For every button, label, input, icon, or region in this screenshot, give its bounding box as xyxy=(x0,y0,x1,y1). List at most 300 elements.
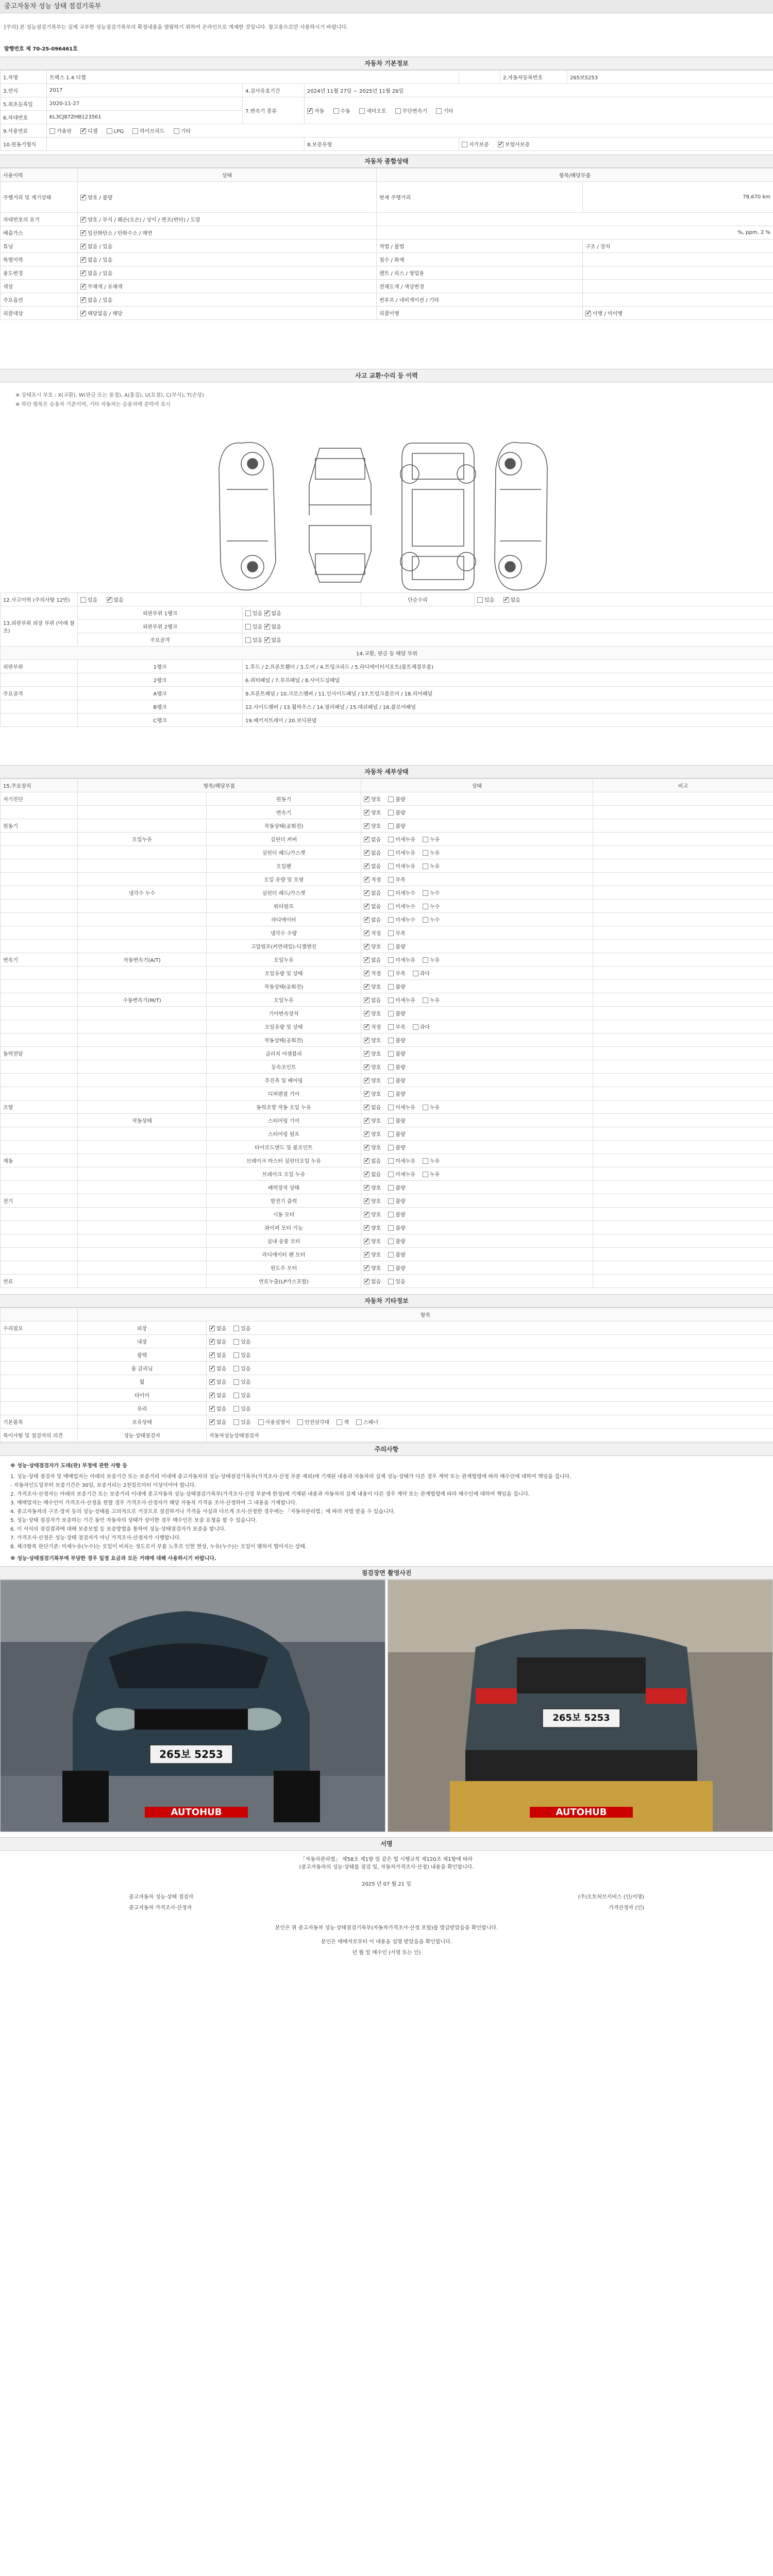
detail-state-options: ✓ 없음 미세누유 누유 xyxy=(361,846,593,859)
checkbox xyxy=(364,863,369,869)
caution-list xyxy=(10,1472,763,1550)
detail-note xyxy=(593,1261,773,1275)
detail-item-label: 실린더 헤드/가스켓 xyxy=(207,886,361,900)
detail-group-label: 자기진단 xyxy=(1,792,78,806)
caution-item: 4. 중고자동차의 구조·장치 등의 성능·상태를 고의적으로 거짓으로 점검하거나 가격을 사실과 다르게 조사·산정한 경우에는 「자동차관리법」에 따라 처벌 받을 수 있습니다. xyxy=(10,1509,395,1515)
detail-subgroup-label xyxy=(78,806,207,819)
detail-state-options: ✓ 양호 불량 xyxy=(361,1141,593,1154)
detail-group-label xyxy=(1,1074,78,1087)
table-row xyxy=(1,873,773,886)
detail-state-options: ✓ 없음 미세누수 누수 xyxy=(361,886,593,900)
detail-state-options: ✓ 양호 불량 xyxy=(361,1248,593,1261)
caution-item: 3. 매매업자는 매수인이 가격조사·산정을 원할 경우 가격조사·산정자가 해당 자동차 가격을 조사·산정하여 그 내용을 기재합니다. xyxy=(10,1500,297,1506)
validity-value: 2024년 11월 27일 ~ 2025년 11월 26일 xyxy=(305,84,773,97)
detail-group-label xyxy=(1,900,78,913)
other-item-label: 내장 xyxy=(78,1335,207,1348)
detail-group-label xyxy=(1,806,78,819)
detail-note xyxy=(593,819,773,833)
table-row xyxy=(1,1087,773,1100)
checkbox xyxy=(388,1011,394,1016)
detail-subgroup-label xyxy=(78,1261,207,1275)
trans-options: ✓ 자동 수동 세미오토 무단변속기 기타 xyxy=(305,97,773,124)
front-watermark: AUTOHUB xyxy=(145,1807,248,1818)
section-general-header: 자동차 종합상태 xyxy=(0,155,773,168)
document-number: 발행번호 제 70-25-096461호 xyxy=(4,46,78,52)
detail-state-options: ✓ 양호 불량 xyxy=(361,1074,593,1087)
detail-group-label xyxy=(1,859,78,873)
other-item-label: 유리 xyxy=(78,1402,207,1415)
detail-item-label: 실내 송풍 모터 xyxy=(207,1234,361,1248)
checkbox xyxy=(388,1038,394,1043)
detail-note xyxy=(593,1114,773,1127)
checkbox xyxy=(132,128,138,134)
checkbox xyxy=(209,1379,215,1385)
checkbox xyxy=(233,1339,239,1345)
detail-note xyxy=(593,900,773,913)
checkbox xyxy=(364,1038,369,1043)
detail-item-label: 연료누출(LP가스포함) xyxy=(207,1275,361,1288)
detail-state-options: ✓ 양호 불량 xyxy=(361,1007,593,1020)
checkbox xyxy=(423,890,428,896)
detail-item-label: 원동기 xyxy=(207,792,361,806)
detail-item-label: 추진축 및 베어링 xyxy=(207,1074,361,1087)
table-row xyxy=(1,980,773,993)
checkbox xyxy=(388,823,394,829)
detail-subgroup-label: 수동변속기(M/T) xyxy=(78,993,207,1007)
detail-state-options: ✓ 양호 불량 xyxy=(361,1234,593,1248)
checkbox xyxy=(436,108,442,114)
checkbox xyxy=(423,997,428,1003)
car-front-icon xyxy=(309,448,371,515)
checkbox xyxy=(359,108,365,114)
detail-state-options: ✓ 양호 불량 xyxy=(361,1194,593,1208)
checkbox xyxy=(245,624,251,630)
checkbox xyxy=(364,957,369,963)
detail-note xyxy=(593,1154,773,1167)
table-row xyxy=(1,1074,773,1087)
checkbox xyxy=(209,1393,215,1398)
checkbox xyxy=(388,1131,394,1137)
checkbox xyxy=(413,971,418,976)
car-frame-icon xyxy=(400,443,476,590)
checkbox xyxy=(49,128,55,134)
detail-group-label xyxy=(1,1208,78,1221)
detail-note xyxy=(593,967,773,980)
checkbox xyxy=(364,1078,369,1083)
vin-label: 6.차대번호 xyxy=(1,111,47,124)
checkbox xyxy=(209,1339,215,1345)
detail-subgroup-label xyxy=(78,873,207,886)
detail-item-label: 스티어링 펌프 xyxy=(207,1127,361,1141)
detail-group-label: 원동기 xyxy=(1,819,78,833)
checkbox xyxy=(388,1064,394,1070)
checkbox xyxy=(395,108,401,114)
detail-item-label: 냉각수 수량 xyxy=(207,926,361,940)
detail-item-label: 윈도우 모터 xyxy=(207,1261,361,1275)
table-row xyxy=(1,1181,773,1194)
other-group-label xyxy=(1,1402,78,1415)
checkbox xyxy=(423,917,428,923)
opinion-inspector-value: 자동차성능상태점검자 xyxy=(207,1429,773,1442)
checkbox xyxy=(462,142,467,147)
detail-note xyxy=(593,1047,773,1060)
detail-note xyxy=(593,833,773,846)
accident-legend-1: ※ 상태표시 부호 : X(교환), W(판금 또는 용접), A(흠집), U(요철), C(부식), T(손상) xyxy=(15,393,204,398)
other-state-options: ✓ 없음 있음 사용설명서 안전삼각대 잭 스패너 xyxy=(207,1415,773,1429)
detail-item-label: 작동상태(공회전) xyxy=(207,819,361,833)
table-row xyxy=(1,846,773,859)
checkbox xyxy=(423,863,428,869)
checkbox xyxy=(388,1252,394,1258)
detail-subgroup-label xyxy=(78,1127,207,1141)
other-header: 항목 xyxy=(78,1308,773,1321)
detail-state-options: ✓ 없음 미세누유 누유 xyxy=(361,993,593,1007)
caution-item: 2. 가격조사·산정자는 아래의 보증기간 또는 보증거리 이내에 중고자동차 성능·상태점검기록부(가격조사·산정 부분에 한정)에 기재된 내용과 자동차의 실제 내용이 다른 경우 계약 또는 관계법령에 따라 매수인에 대하여 책임을 집니다. xyxy=(10,1492,530,1497)
checkbox xyxy=(245,637,251,643)
checkbox xyxy=(364,1198,369,1204)
checkbox xyxy=(364,1011,369,1016)
detail-group-label xyxy=(1,833,78,846)
other-item-label: 보유상태 xyxy=(78,1415,207,1429)
checkbox xyxy=(388,917,394,923)
basic-info-table: 1.차명 트랙스 1.4 디젤 ㅤ 2.자동차등록번호 265보5253 3.연식 2017 4.검사유효기간 2024년 11월 27일 ~ 2025년 11월 26일 5.최초등록일 2020-11-27 7.변속기 종류 ✓ 자동 수동 세미오토 무단변속기 기타 6.차대번호 KL3CJ87ZHB123561 9.사용연료 가솔린 ✓ 디젤 LPG 하이브리드 기타 10.원동기형식 8.보증유형 자가보증 ✓ 보험사보증 xyxy=(0,70,773,151)
table-row xyxy=(1,1362,773,1375)
detail-state-options: ✓ 양호 불량 xyxy=(361,1114,593,1127)
checkbox xyxy=(388,796,394,802)
detail-group-label xyxy=(1,1033,78,1047)
detail-note xyxy=(593,953,773,967)
detail-subgroup-label xyxy=(78,1087,207,1100)
fuel-options: 가솔린 ✓ 디젤 LPG 하이브리드 기타 xyxy=(47,124,773,138)
table-row xyxy=(1,953,773,967)
detail-state-table: 15.주요장치 항목/해당부품 상태 비고 자기진단 원동기 ✓ 양호 불량 변속기 ✓ 양호 불량 원동기 작동상태(공회전) ✓ 양호 불량 오일누유 실린더 커버 ✓ 없음 미세누유 누유 실린더 헤드/가스켓 ✓ 없음 미세누유 누유 오일팬 ✓ 없음 미세누유 누유 오일 유량 및 오염 ✓ 적정 부족 냉각수 누수 실린더 헤드/가스켓 ✓ 없음 미세누수 누수 워터펌프 ✓ 없음 미세누수 누수 라디에이터 ✓ 없음 미세누수 누수 냉각수 수량 ✓ 적정 부족 고압펌프(커먼레일)-디젤엔진 ✓ 양호 불량 변속기 자동변속기(A/T) 오일누유 ✓ 없음 미세누유 누유 오일유량 및 상태 ✓ 적정 부족 과다 작동상태(공회전) ✓ 양호 불량 수동변속기(M/T) 오일누유 ✓ 없음 미세누유 누유 기어변속장치 ✓ 양호 불량 오일유량 및 상태 ✓ 적정 부족 과다 작동상태(공회전) ✓ 양호 불량 동력전달 클러치 어셈블리 ✓ 양호 불량 등속조인트 ✓ 양호 불량 추진축 및 베어링 ✓ 양호 불량 디퍼렌셜 기어 ✓ 양호 불량 조향 동력조향 작동 오일 누유 ✓ 없음 미세누유 누유 작동상태 스티어링 기어 ✓ 양호 불량 스티어링 펌프 ✓ 양호 불량 타이로드엔드 및 볼조인트 ✓ 양호 불량 제동 브레이크 마스터 실린더오일 누유 ✓ 없음 미세누유 누유 브레이크 오일 누유 ✓ 없음 미세누유 누유 배력장치 상태 ✓ 양호 불량 전기 발전기 출력 ✓ 양호 불량 시동 모터 ✓ 양호 불량 와이퍼 모터 기능 ✓ 양호 불량 실내 송풍 모터 ✓ 양호 불량 라디에이터 팬 모터 ✓ 양호 불량 윈도우 모터 ✓ 양호 불량 연료 연료누출(LP가스포함) ✓ 없음 있음 xyxy=(0,778,773,1288)
other-state-options: ✓ 없음 있음 xyxy=(207,1375,773,1388)
detail-note xyxy=(593,913,773,926)
checkbox xyxy=(364,1105,369,1110)
detail-item-label: 클러치 어셈블리 xyxy=(207,1047,361,1060)
checkbox xyxy=(388,904,394,909)
detail-note xyxy=(593,1181,773,1194)
checkbox xyxy=(364,944,369,950)
detail-item-label: 기어변속장치 xyxy=(207,1007,361,1020)
detail-note xyxy=(593,1074,773,1087)
detail-group-label xyxy=(1,967,78,980)
other-item-label: 외장 xyxy=(78,1321,207,1335)
checkbox xyxy=(413,1024,418,1030)
detail-item-label: 브레이크 마스터 실린더오일 누유 xyxy=(207,1154,361,1167)
other-item-label: 휠 xyxy=(78,1375,207,1388)
table-row xyxy=(1,1375,773,1388)
other-state-options: ✓ 없음 있음 xyxy=(207,1335,773,1348)
first-reg-value: 2020-11-27 xyxy=(47,97,243,111)
detail-note xyxy=(593,1194,773,1208)
detail-state-options: ✓ 양호 불량 xyxy=(361,1060,593,1074)
checkbox xyxy=(423,957,428,963)
caution-item: - 자동차인도일부터 보증기간은 30일, 보증거리는 2천킬로미터 이상이어야 합니다. xyxy=(10,1483,196,1488)
car-name-label: 1.차명 xyxy=(1,71,47,84)
checkbox xyxy=(388,971,394,976)
detail-subgroup-label: 냉각수 누수 xyxy=(78,886,207,900)
detail-item-label: 오일유량 및 상태 xyxy=(207,967,361,980)
detail-item-label: 타이로드엔드 및 볼조인트 xyxy=(207,1141,361,1154)
detail-subgroup-label xyxy=(78,1208,207,1221)
car-side-right-icon xyxy=(495,443,547,590)
detail-item-label: 동력조향 작동 오일 누유 xyxy=(207,1100,361,1114)
section-caution-header: 주의사항 xyxy=(0,1443,773,1456)
checkbox xyxy=(364,1185,369,1191)
detail-item-label: 와이퍼 모터 기능 xyxy=(207,1221,361,1234)
year-label: 3.연식 xyxy=(1,84,47,97)
checkbox xyxy=(107,597,112,603)
table-row xyxy=(1,1208,773,1221)
section-photo-header: 점검장면 촬영사진 xyxy=(0,1566,773,1580)
detail-group-label xyxy=(1,886,78,900)
other-state-options: ✓ 없음 있음 xyxy=(207,1388,773,1402)
checkbox xyxy=(364,1279,369,1284)
table-row xyxy=(1,859,773,873)
detail-subgroup-label xyxy=(78,1141,207,1154)
detail-note xyxy=(593,1275,773,1288)
detail-subgroup-label xyxy=(78,1167,207,1181)
detail-state-options: ✓ 적정 부족 과다 xyxy=(361,1020,593,1033)
checkbox xyxy=(364,917,369,923)
checkbox xyxy=(364,1064,369,1070)
car-side-left-icon xyxy=(219,443,276,590)
detail-group-label xyxy=(1,1248,78,1261)
motor-value xyxy=(47,138,305,151)
checkbox xyxy=(80,284,86,290)
section-accident-header: 사고 교환·수리 등 이력 xyxy=(0,369,773,382)
checkbox xyxy=(477,597,483,603)
detail-note xyxy=(593,1167,773,1181)
table-row xyxy=(1,1248,773,1261)
detail-item-label: 브레이크 오일 누유 xyxy=(207,1167,361,1181)
other-info-table xyxy=(0,1308,773,1442)
checkbox xyxy=(364,904,369,909)
detail-group-label xyxy=(1,993,78,1007)
checkbox xyxy=(423,1105,428,1110)
detail-subgroup-label xyxy=(78,1047,207,1060)
table-row xyxy=(1,792,773,806)
checkbox xyxy=(364,997,369,1003)
section-other-header: 자동차 기타정보 xyxy=(0,1294,773,1308)
checkbox xyxy=(364,1145,369,1150)
detail-item-label: 작동상태(공회전) xyxy=(207,980,361,993)
other-group-label xyxy=(1,1362,78,1375)
detail-group-label xyxy=(1,980,78,993)
checkbox xyxy=(388,957,394,963)
detail-group-label xyxy=(1,1141,78,1154)
table-row xyxy=(1,1335,773,1348)
detail-group-label xyxy=(1,1261,78,1275)
detail-subgroup-label xyxy=(78,1181,207,1194)
detail-state-options: ✓ 없음 있음 xyxy=(361,1275,593,1288)
car-rear-icon xyxy=(309,526,371,582)
detail-subgroup-label xyxy=(78,1154,207,1167)
checkbox xyxy=(388,1024,394,1030)
detail-state-options: ✓ 양호 불량 xyxy=(361,1181,593,1194)
checkbox xyxy=(423,850,428,856)
table-row xyxy=(1,926,773,940)
table-row xyxy=(1,1194,773,1208)
detail-group-label: 동력전달 xyxy=(1,1047,78,1060)
detail-state-options: ✓ 양호 불량 xyxy=(361,1087,593,1100)
other-item-label: 타이어 xyxy=(78,1388,207,1402)
detail-note xyxy=(593,993,773,1007)
detail-group-label xyxy=(1,940,78,953)
checkbox xyxy=(364,1118,369,1124)
checkbox xyxy=(364,1091,369,1097)
detail-item-label: 시동 모터 xyxy=(207,1208,361,1221)
detail-item-label: 오일팬 xyxy=(207,859,361,873)
checkbox xyxy=(388,877,394,883)
detail-group-label: 전기 xyxy=(1,1194,78,1208)
detail-item-label: 작동상태(공회전) xyxy=(207,1033,361,1047)
other-group-label xyxy=(1,1375,78,1388)
detail-item-label: 오일누유 xyxy=(207,953,361,967)
detail-state-options: ✓ 없음 미세누유 누유 xyxy=(361,833,593,846)
checkbox xyxy=(80,217,86,223)
other-group-label xyxy=(1,1335,78,1348)
table-row xyxy=(1,1007,773,1020)
checkbox xyxy=(364,1051,369,1057)
detail-subgroup-label: 작동상태 xyxy=(78,1114,207,1127)
checkbox xyxy=(498,142,503,147)
detail-subgroup-label xyxy=(78,1234,207,1248)
detail-group-label: 연료 xyxy=(1,1275,78,1288)
detail-group-label xyxy=(1,1060,78,1074)
detail-state-options: ✓ 양호 불량 xyxy=(361,1208,593,1221)
first-reg-label: 5.최초등록일 xyxy=(1,97,47,111)
detail-subgroup-label xyxy=(78,967,207,980)
detail-note xyxy=(593,886,773,900)
other-group-label: 기본품목 xyxy=(1,1415,78,1429)
checkbox xyxy=(364,1172,369,1177)
reg-no-label: 2.자동차등록번호 xyxy=(500,71,567,84)
table-row xyxy=(1,1221,773,1234)
table-row xyxy=(1,967,773,980)
checkbox xyxy=(80,230,86,236)
detail-state-options: ✓ 없음 미세누유 누유 xyxy=(361,1167,593,1181)
caution-item: 1. 성능·상태 점검자 및 매매업자는 아래의 보증기간 또는 보증거리 이내에 중고자동차의 성능·상태점검기록부(가격조사·산정 부분 제외)에 기재된 내용과 자동차의 실제 성능·상태가 다른 경우 계약 또는 관계법령에 따라 매수인에 대하여 책임을 집니다. xyxy=(10,1474,572,1480)
detail-subgroup-label xyxy=(78,926,207,940)
caution-block: ※ 성능·상태점검자가 도래(판) 부정에 관한 사항 등 1. 성능·상태 점검자 및 매매업자는 아래의 보증기간 또는 보증거리 이내에 중고자동차의 성능·상태점검기록부(가격조사·산정 부분 제외)에 기재된 내용과 자동차의 실제 성능·상태가 다른 경우 계약 또는 관계법령에 따라 매수인에 대하여 책임을 집니다. - 자동차인도일부터 보증기간은 30일, 보증거리는 2천킬로미터 이상이어야 합니다. 2. 가격조사·산정자는 아래의 보증기간 또는 보증거리 이내에 중고자동차 성능·상태점검기록부(가격조사·산정 부분에 한정)에 기재된 내용과 자동차의 실제 내용이 다른 경우 계약 또는 관계법령에 따라 매수인에 대하여 책임을 집니다. 3. 매매업자는 매수인이 가격조사·산정을 원할 경우 가격조사·산정자가 해당 자동차 가격을 조사·산정하여 그 내용을 기재합니다. 4. 중고자동차의 구조·장치 등의 성능·상태를 고의적으로 거짓으로 점검하거나 가격을 사실과 다르게 조사·산정한 경우에는 「자동차관리법」에 따라 처벌 받을 수 있습니다. 5. 성능·상태 점검자가 보증하는 기간 동안 자동차의 상태가 상이한 경우 매수인은 보증 요청을 할 수 있습니다. 6. 이 서식의 점검결과에 대해 보증보험 등 보증방법을 통하여 성능·상태점검자가 보증을 합니다. 7. 가격조사·산정은 성능·상태 점검자가 아닌 가격조사·산정자가 시행합니다. 8. 체크항목 판단기준: 미세누유(누수)는 오일이 비치는 정도로서 부품 노후로 인한 현상, 누유(누수)는 오일이 맺혀서 떨어지는 상태. ※ 성능·상태점검기록부에 부당한 경우 일정 요금과 모든 거래에 대해 사용하시기 바랍니다. xyxy=(10,1461,763,1562)
detail-subgroup-label xyxy=(78,1020,207,1033)
detail-subgroup-label xyxy=(78,819,207,833)
checkbox xyxy=(423,1158,428,1164)
title-bar xyxy=(0,0,773,13)
detail-subgroup-label xyxy=(78,1033,207,1047)
rear-photo xyxy=(388,1580,773,1832)
detail-state-options: ✓ 양호 불량 xyxy=(361,1047,593,1060)
year-value: 2017 xyxy=(47,84,243,97)
detail-item-label: 고압펌프(커먼레일)-디젤엔진 xyxy=(207,940,361,953)
fuel-label: 9.사용연료 xyxy=(1,124,47,138)
checkbox xyxy=(388,1118,394,1124)
detail-subgroup-label xyxy=(78,1221,207,1234)
checkbox xyxy=(209,1366,215,1371)
checkbox xyxy=(388,1078,394,1083)
checkbox xyxy=(388,1225,394,1231)
detail-group-label xyxy=(1,913,78,926)
detail-note xyxy=(593,806,773,819)
checkbox xyxy=(333,108,339,114)
detail-state-options: ✓ 양호 불량 xyxy=(361,1127,593,1141)
detail-item-label: 등속조인트 xyxy=(207,1060,361,1074)
detail-group-label xyxy=(1,1127,78,1141)
checkbox xyxy=(364,984,369,990)
table-row xyxy=(1,1388,773,1402)
checkbox xyxy=(209,1352,215,1358)
accident-history-table: 12.사고이력 (주의사항 12번) 있음 ✓ 없음 단순수리 있음 ✓ 없음 13.외판부위 외장 부위 (아래 참조) 외판부위 1랭크 있음 ✓ 없음 외판부위 2랭크 있음 ✓ 없음 주요골격 있음 ✓ 없음 14.교환, 판금 등 해당 부위 외판부위 1랭크 1.후드 / 2.프론트휀더 / 3.도어 / 4.트렁크리드 / 5.라디에이터서포트(볼트체결부품) 2랭크 6.쿼터패널 / 7.루프패널 / 8.사이드실패널 주요골격 A랭크 9.프론트패널 / 10.크로스멤버 / 11.인사이드패널 / 17.트렁크플로어 / 18.리어패널 B랭크 12.사이드멤버 / 13.휠하우스 / 14.필러패널 / 15.대쉬패널 / 16.플로어패널 C랭크 19.패키지트레이 / 20.보디판넬 xyxy=(0,592,773,727)
checkbox xyxy=(388,1185,394,1191)
detail-subgroup-label: 자동변속기(A/T) xyxy=(78,953,207,967)
checkbox xyxy=(388,1172,394,1177)
table-row xyxy=(1,1033,773,1047)
checkbox xyxy=(364,1265,369,1271)
table-row xyxy=(1,1114,773,1127)
validity-label: 4.검사유효기간 xyxy=(243,84,305,97)
general-state-table: 사용이력 상태 항목/해당부품 주행거리 및 계기상태 ✓ 양호 / 불량 현재 주행거리 78,670 km 차대번호의 표기 ✓ 양호 / 부식 / 훼손(오손) / 상이 / 변조(변타) / 도말 배출가스 ✓ 일산화탄소 / 탄화수소 / 매연 %, ppm, 2 % 튜닝 ✓ 없음 / 있음 적법 / 불법 구조 / 장치 특별이력 ✓ 없음 / 있음 침수 / 화재 용도변경 ✓ 없음 / 있음 렌트 / 리스 / 영업용 색상 ✓ 무채색 / 유채색 전체도색 / 색상변경 주요옵션 ✓ 없음 / 있음 썬루프 / 네비게이션 / 기타 리콜대상 ✓ 해당없음 / 해당 리콜이행 ✓ 이행 / 미이행 xyxy=(0,168,773,320)
detail-note xyxy=(593,873,773,886)
table-row xyxy=(1,1275,773,1288)
checkbox xyxy=(364,850,369,856)
detail-item-label: 오일유량 및 상태 xyxy=(207,1020,361,1033)
checkbox xyxy=(388,997,394,1003)
checkbox xyxy=(388,984,394,990)
table-row xyxy=(1,1020,773,1033)
checkbox xyxy=(364,930,369,936)
table-row xyxy=(1,1348,773,1362)
detail-state-options: ✓ 적정 부족 xyxy=(361,926,593,940)
table-row xyxy=(1,806,773,819)
checkbox xyxy=(585,311,591,316)
checkbox xyxy=(80,195,86,200)
detail-group-label: 변속기 xyxy=(1,953,78,967)
detail-group-label xyxy=(1,1221,78,1234)
checkbox xyxy=(364,890,369,896)
opinion-inspector-label: 성능·상태점검자 xyxy=(78,1429,207,1442)
detail-group-label xyxy=(1,846,78,859)
detail-state-options: ✓ 양호 불량 xyxy=(361,940,593,953)
checkbox xyxy=(80,297,86,303)
checkbox xyxy=(356,1419,362,1425)
table-row xyxy=(1,940,773,953)
checkbox xyxy=(388,1265,394,1271)
checkbox xyxy=(264,637,270,643)
table-row xyxy=(1,833,773,846)
detail-item-label: 스티어링 기어 xyxy=(207,1114,361,1127)
detail-group-label: 조향 xyxy=(1,1100,78,1114)
detail-subgroup-label xyxy=(78,1194,207,1208)
table-row xyxy=(1,1060,773,1074)
opinion-label: 특이사항 및 점검자의 의견 xyxy=(1,1429,78,1442)
checkbox xyxy=(388,1239,394,1244)
detail-group-label xyxy=(1,1181,78,1194)
checkbox xyxy=(388,1279,394,1284)
checkbox xyxy=(364,1252,369,1258)
checkbox xyxy=(233,1419,239,1425)
checkbox xyxy=(388,1158,394,1164)
other-state-options: ✓ 없음 있음 xyxy=(207,1402,773,1415)
checkbox xyxy=(233,1406,239,1412)
detail-item-label: 실린더 커버 xyxy=(207,833,361,846)
detail-note xyxy=(593,1221,773,1234)
table-row xyxy=(1,1141,773,1154)
detail-note xyxy=(593,859,773,873)
table-row xyxy=(1,1127,773,1141)
detail-note xyxy=(593,1127,773,1141)
